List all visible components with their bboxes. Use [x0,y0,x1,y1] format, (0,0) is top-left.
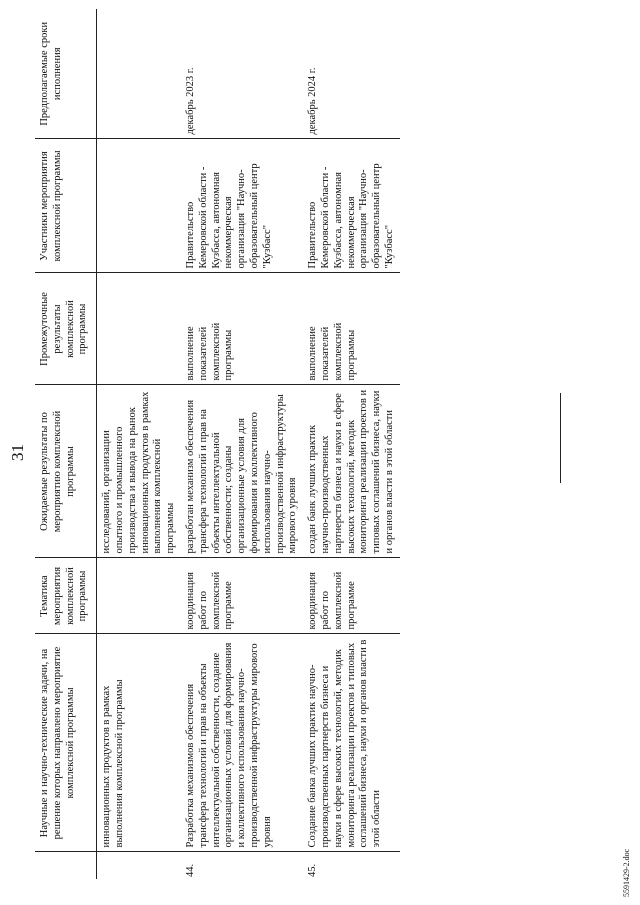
header-number [35,852,97,879]
program-table [35,9,400,879]
row-task: инновационных продуктов в рамках выполнения комплексной программы [97,634,181,852]
row-expected: разработан механизм обеспечения трансфера технологий и прав на объекты интеллектуальной собственности; созданы организационные условия для формирования и коллективного использования научно-производственной инфраструктуры мирового уровня [181,385,303,558]
table-row [97,9,181,879]
row-deadline [97,9,181,139]
header-participants: Участники мероприятия комплексной программы [35,139,97,273]
row-participants [97,139,181,273]
header-deadline: Предполагаемые сроки исполнения [35,9,97,139]
row-deadline: декабрь 2024 г. [303,9,400,139]
row-expected: исследований, организации опытного и промышленного производства и вывода на рынок инновационных продуктов в рамках выполнения комплексной программы [97,385,181,558]
header-task: Научные и научно-технические задачи, на решение которых направлено мероприятие комплексной программы [35,634,97,852]
table-end-divider [560,393,561,483]
row-number [97,852,181,879]
row-participants: Правительство Кемеровской области - Кузбасса, автономная некоммерческая организация "Научно-образовательный центр "Кузбасс" [303,139,400,273]
row-intermediate [97,273,181,385]
row-number: 45. [307,863,319,877]
row-deadline: декабрь 2023 г. [181,9,303,139]
row-theme [97,558,181,634]
row-task: Создание банка лучших практик научно-производственных партнерств бизнеса и науки в сфере высоких технологий, методик мониторинга реализации проектов и типовых соглашений бизнеса, науки и органов власти в этой области [303,634,400,852]
row-participants: Правительство Кемеровской области - Кузбасса, автономная некоммерческая организация "Научно-образовательный центр "Кузбасс" [181,139,303,273]
header-intermediate-results: Промежуточные результаты комплексной программы [35,273,97,385]
program-table-container [35,9,400,879]
row-number: 44. [184,863,196,877]
row-theme: координация работ по комплексной программе [181,558,303,634]
table-header-row [35,9,97,879]
header-expected-results: Ожидаемые результаты по мероприятию комплексной программы [35,385,97,558]
footer-document-code: 5591429-2.doc [622,848,631,897]
page-number: 31 [8,444,27,461]
row-task: Разработка механизмов обеспечения трансфера технологий и прав на объекты интеллектуальной собственности, создание организационных условий для формирования и коллективного использования научно-производственной инфраструктуры мирового уровня [181,634,303,852]
row-theme: координация работ по комплексной программе [303,558,400,634]
table-row [303,9,400,879]
row-intermediate: выполнение показателей комплексной программы [181,273,303,385]
row-expected: создан банк лучших практик научно-производственных партнерств бизнеса и науки в сфере высоких технологий, методик мониторинга реализации проектов и типовых соглашений бизнеса, науки и органов власти в этой области [303,385,400,558]
row-intermediate: выполнение показателей комплексной программы [303,273,400,385]
header-theme: Тематика мероприятия комплексной программы [35,558,97,634]
table-row [181,9,303,879]
